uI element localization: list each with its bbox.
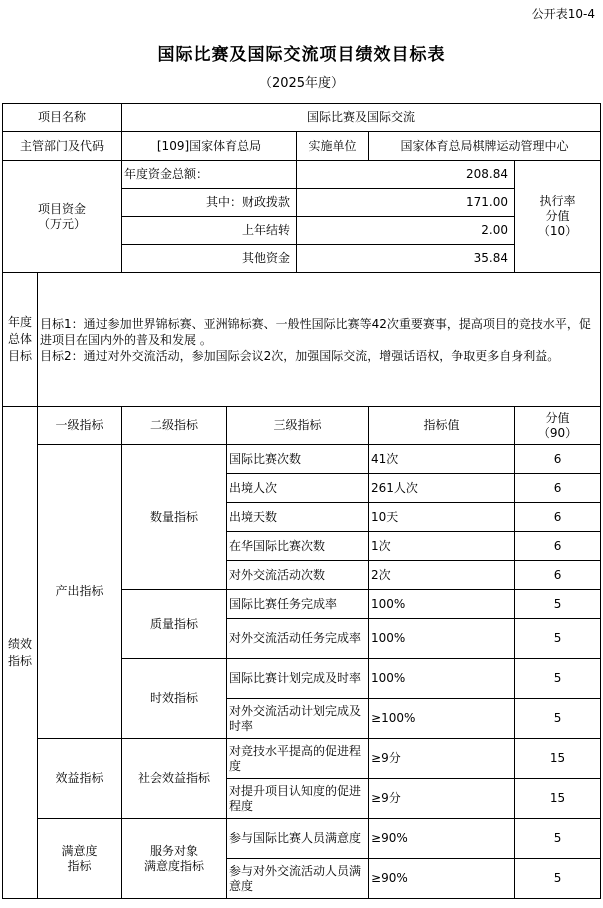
indicator-value: 10天 [369, 503, 515, 532]
funds-row-label: 年度资金总额： [122, 161, 297, 189]
indicator-score: 6 [515, 503, 601, 532]
annual-goals-label: 年度总体目标 [3, 273, 38, 407]
page-title: 国际比赛及国际交流项目绩效目标表 [157, 45, 446, 65]
funds-row-value: 171.00 [297, 189, 515, 217]
indicator-value: 261人次 [369, 474, 515, 503]
indicator-name: 参与对外交流活动人员满意度 [227, 859, 369, 899]
service-line1: 服务对象 [150, 843, 199, 858]
indicator-value: 100% [369, 590, 515, 619]
header-level1: 一级指标 [38, 407, 122, 445]
indicator-value: 1次 [369, 532, 515, 561]
satisfaction-indicators [38, 819, 122, 899]
funds-row-value: 2.00 [297, 217, 515, 245]
service-satisfaction-indicators [122, 819, 227, 899]
rate-line1: 执行率 [539, 194, 576, 208]
indicator-value: ≥9分 [369, 779, 515, 819]
indicator-value: 100% [369, 619, 515, 659]
indicator-score: 6 [515, 532, 601, 561]
impl-label: 实施单位 [297, 132, 369, 161]
indicator-value: ≥90% [369, 819, 515, 859]
rate-line3: （10） [537, 224, 578, 238]
dept-label: 主管部门及代码 [3, 132, 122, 161]
indicator-value: 2次 [369, 561, 515, 590]
year-label: （2025年度） [258, 76, 345, 91]
funds-row-value: 35.84 [297, 245, 515, 273]
indicator-score: 6 [515, 474, 601, 503]
indicator-value: ≥100% [369, 699, 515, 739]
perf-indicators-label: 绩效指标 [3, 407, 38, 899]
output-indicators: 产出指标 [38, 445, 122, 739]
header-score-line2: （90） [537, 425, 578, 440]
header-score-line1: 分值 [545, 410, 570, 425]
funds-label [3, 161, 122, 273]
indicator-name: 国际比赛次数 [227, 445, 369, 474]
indicator-name: 对外交流活动任务完成率 [227, 619, 369, 659]
indicator-value: 41次 [369, 445, 515, 474]
indicator-value: 100% [369, 659, 515, 699]
performance-table [2, 103, 601, 899]
indicator-name: 出境人次 [227, 474, 369, 503]
quantity-indicators: 数量指标 [122, 445, 227, 590]
impl-value: 国家体育总局棋牌运动管理中心 [369, 132, 601, 161]
satisfaction-line1: 满意度 [61, 843, 98, 858]
header-level3: 三级指标 [227, 407, 369, 445]
indicator-name: 国际比赛计划完成及时率 [227, 659, 369, 699]
funds-label-line1: 项目资金 [38, 201, 87, 216]
indicator-score: 5 [515, 659, 601, 699]
indicator-name: 参与国际比赛人员满意度 [227, 819, 369, 859]
funds-label-line2: （万元） [38, 216, 87, 231]
indicator-score: 5 [515, 699, 601, 739]
indicator-score: 15 [515, 739, 601, 779]
indicator-value: ≥90% [369, 859, 515, 899]
dept-value: [109]国家体育总局 [122, 132, 297, 161]
indicator-name: 对外交流活动计划完成及时率 [227, 699, 369, 739]
social-benefit-indicators: 社会效益指标 [122, 739, 227, 819]
quality-indicators: 质量指标 [122, 590, 227, 659]
indicator-score: 6 [515, 561, 601, 590]
goal-2: 目标2：通过对外交流活动，参加国际会议2次，加强国际交流，增强话语权，争取更多自身利益。 [40, 348, 560, 363]
indicator-score: 5 [515, 619, 601, 659]
funds-row-value: 208.84 [297, 161, 515, 189]
indicator-name: 对提升项目认知度的促进程度 [227, 779, 369, 819]
header-value: 指标值 [369, 407, 515, 445]
benefit-indicators: 效益指标 [38, 739, 122, 819]
service-line2: 满意度指标 [144, 858, 205, 873]
funds-row-label: 上年结转 [122, 217, 297, 245]
indicator-name: 国际比赛任务完成率 [227, 590, 369, 619]
indicator-name: 对竞技水平提高的促进程度 [227, 739, 369, 779]
execution-rate-score [515, 161, 601, 273]
indicator-name: 出境天数 [227, 503, 369, 532]
funds-row-label: 其中：财政拨款 [122, 189, 297, 217]
indicator-name: 对外交流活动次数 [227, 561, 369, 590]
header-score [515, 407, 601, 445]
project-name-label: 项目名称 [3, 104, 122, 132]
doc-code: 公开表10-4 [531, 7, 595, 21]
header-level2: 二级指标 [122, 407, 227, 445]
indicator-score: 15 [515, 779, 601, 819]
indicator-score: 6 [515, 445, 601, 474]
indicator-score: 5 [515, 819, 601, 859]
goal-1: 目标1：通过参加世界锦标赛、亚洲锦标赛、一般性国际比赛等42次重要赛事，提高项目的竞技水平，促进项目在国内外的普及和发展 。 [40, 316, 591, 347]
indicator-value: ≥9分 [369, 739, 515, 779]
funds-row-label: 其他资金 [122, 245, 297, 273]
indicator-score: 5 [515, 590, 601, 619]
rate-line2: 分值 [545, 209, 570, 223]
project-name-value: 国际比赛及国际交流 [122, 104, 601, 132]
indicator-name: 在华国际比赛次数 [227, 532, 369, 561]
annual-goals-text [38, 273, 601, 407]
satisfaction-line2: 指标 [67, 858, 92, 873]
timeliness-indicators: 时效指标 [122, 659, 227, 739]
indicator-score: 5 [515, 859, 601, 899]
